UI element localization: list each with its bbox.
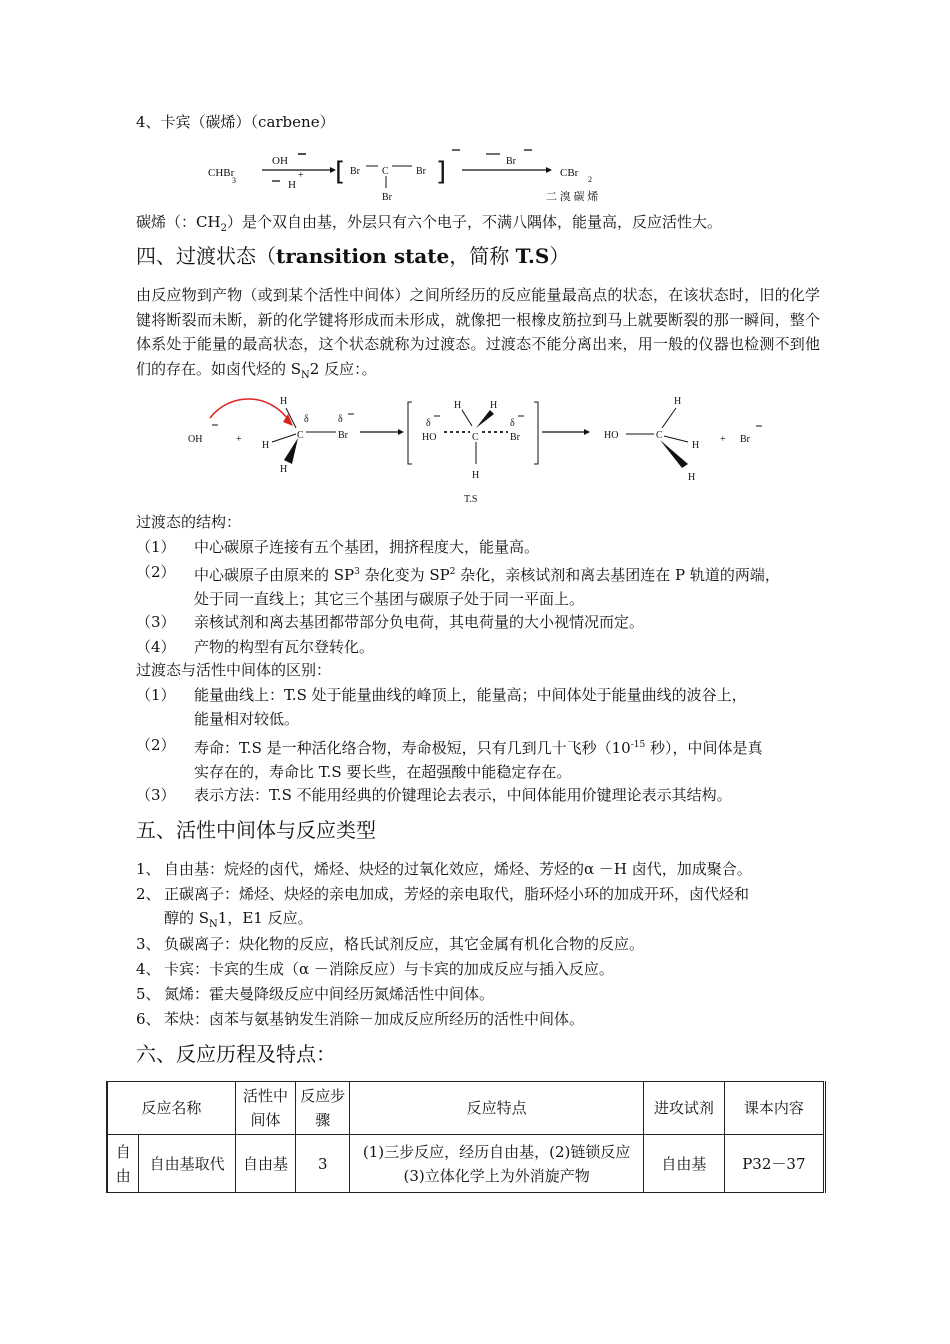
table-header: 进攻试剂	[643, 1082, 724, 1135]
carbene-description: 碳烯（：$CH_2$）是个双自由基，外层只有六个电子，不满八隅体，能量高，反应活性大。	[136, 213, 722, 234]
table-cell: (1)三步反应，经历自由基，(2)链锁反应(3)立体化学上为外消旋产物	[350, 1135, 644, 1193]
product-name: 二 溴 碳 烯	[546, 191, 599, 203]
svg-text:CBr: CBr	[560, 167, 579, 179]
svg-text:Br: Br	[506, 156, 516, 167]
section5-title: 五、活性中间体与反应类型	[136, 818, 376, 842]
svg-text:3: 3	[232, 176, 236, 185]
ts-vs-intermediate-title: 过渡态与活性中间体的区别：	[136, 661, 332, 679]
attack-arrow	[210, 399, 290, 422]
svg-text:Br: Br	[740, 434, 750, 445]
svg-text:C: C	[656, 430, 663, 441]
svg-text:H: H	[262, 440, 270, 451]
table-header: 反应名称	[107, 1082, 235, 1135]
svg-text:δ: δ	[338, 414, 343, 425]
table-cell: P32－37	[724, 1135, 824, 1193]
svg-text:Br: Br	[350, 166, 360, 177]
sn2-reaction-scheme	[180, 392, 780, 512]
table-cell: 自由基	[235, 1135, 295, 1193]
carbene-reaction-scheme	[190, 140, 630, 206]
svg-text:Br: Br	[382, 192, 392, 203]
svg-text:C: C	[472, 432, 479, 443]
svg-text:H: H	[692, 440, 700, 451]
svg-text:δ: δ	[510, 418, 515, 429]
svg-text:C: C	[382, 166, 389, 177]
svg-text:HO: HO	[604, 430, 619, 441]
table-header: 活性中间体	[235, 1082, 295, 1135]
table-cell: 自由	[107, 1135, 139, 1193]
ts-structure-title: 过渡态的结构：	[136, 513, 242, 531]
section4-paragraph: 由反应物到产物（或到某个活性中间体）之间所经历的反应能量最高点的状态，在该状态时，旧的化学键将断裂而未断，新的化学键将形成而未形成，就像把一根橡皮筋拉到马上就要断裂的那一瞬间，整个体系处于能量的最高状态，这个状态就称为过渡态。过渡态不能分离出来，用一般的仪器也检测不到他们的存在。如卤代烃的 $S_N2$ 反应：。	[136, 286, 820, 381]
svg-text:C: C	[297, 430, 304, 441]
svg-text:H: H	[454, 400, 462, 411]
svg-text:Br: Br	[510, 432, 520, 443]
svg-text:δ: δ	[304, 414, 309, 425]
section6-title: 六、反应历程及特点：	[136, 1042, 336, 1066]
table-header: 反应步骤	[296, 1082, 350, 1135]
svg-text:H: H	[674, 396, 682, 407]
carbene-heading: 4、卡宾（碳烯）（carbene）	[136, 113, 335, 131]
svg-text:H: H	[280, 396, 288, 407]
svg-text:H: H	[688, 472, 696, 483]
svg-text:+: +	[236, 434, 242, 445]
svg-text:[: [	[335, 157, 346, 187]
svg-text:OH: OH	[188, 434, 203, 445]
reaction-mechanism-table	[106, 1081, 826, 1193]
table-cell: 自由基取代	[139, 1135, 235, 1193]
svg-text:δ: δ	[426, 418, 431, 429]
svg-text:H: H	[280, 464, 288, 475]
svg-text:2: 2	[588, 175, 592, 184]
table-header: 反应特点	[350, 1082, 644, 1135]
svg-text:H: H	[472, 470, 480, 481]
svg-text:+: +	[720, 434, 726, 445]
svg-text:Br: Br	[416, 166, 426, 177]
svg-text:HO: HO	[422, 432, 437, 443]
svg-text:H: H	[490, 400, 498, 411]
svg-text:Br: Br	[338, 430, 348, 441]
table-cell: 自由基	[643, 1135, 724, 1193]
ts-label: T.S	[464, 494, 478, 505]
svg-text:+: +	[298, 170, 304, 181]
section4-title: 四、过渡状态（transition state，简称 T.S）	[136, 244, 570, 268]
table-row	[107, 1135, 825, 1193]
chbr3-label: CHBr	[208, 167, 235, 179]
table-header: 课本内容	[724, 1082, 824, 1135]
svg-text:]: ]	[436, 157, 447, 187]
svg-text:H: H	[288, 179, 296, 191]
table-cell: 3	[296, 1135, 350, 1193]
svg-text:OH: OH	[272, 155, 288, 167]
